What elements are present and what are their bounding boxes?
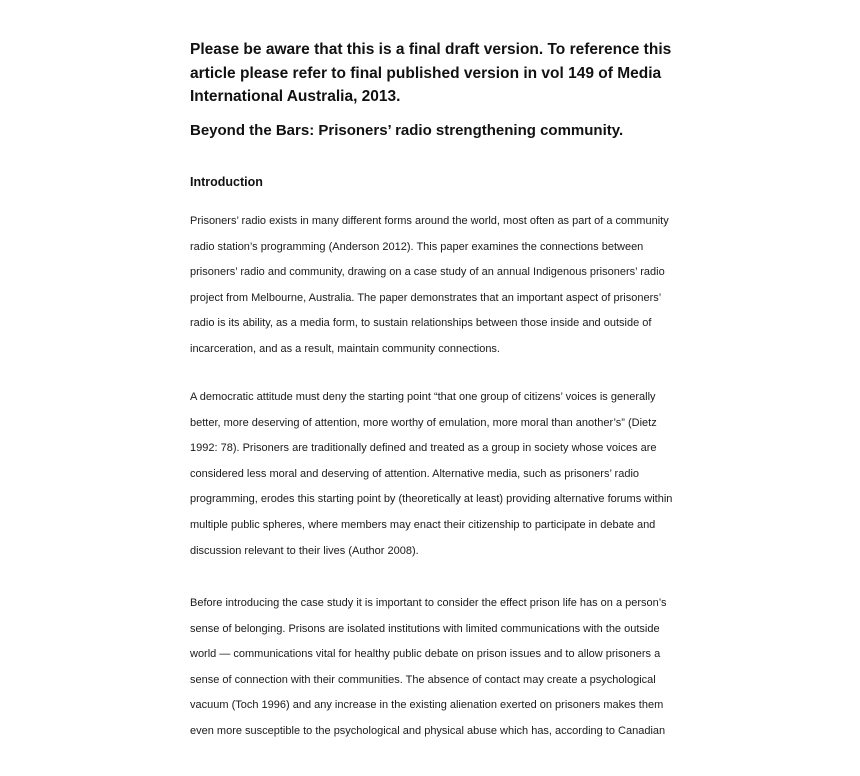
body-paragraph-3: Before introducing the case study it is important to consider the effect prison life has on a person’s sense of belonging. Prisons are isolated institutions with limited communications with the outside world — communications vital for healthy public debate on prison issues and to allow prisoners a sense of connection with their communities. The absence of contact may create a psychological vacuum (Toch 1996) and any increase in the existing alienation exerted on prisoners makes them even more susceptible to the psychological and physical abuse which has, according to Canadian <box>190 597 667 737</box>
article-title: Beyond the Bars: Prisoners’ radio strengthening community. <box>190 122 624 139</box>
body-paragraph-1: Prisoners’ radio exists in many different forms around the world, most often as part of a community radio station’s programming (Anderson 2012). This paper examines the connections between prisoners’ radio and community, drawing on a case study of an annual Indigenous prisoners’ radio project from Melbourne, Australia. The paper demonstrates that an important aspect of prisoners’ radio is its ability, as a media form, to sustain relationships between those inside and outside of incarceration, and as a result, maintain community connections. <box>190 215 669 355</box>
draft-version-notice: Please be aware that this is a final draft version. To reference this article please refer to final published version in vol 149 of Media International Australia, 2013. <box>190 41 672 105</box>
body-paragraph-2: A democratic attitude must deny the starting point “that one group of citizens’ voices is generally better, more deserving of attention, more worthy of emulation, more moral than another’s” (Dietz 1992: 78). Prisoners are traditionally defined and treated as a group in society whose voices are considered less moral and deserving of attention. Alternative media, such as prisoners’ radio programming, erodes this starting point by (theoretically at least) providing alternative forums within multiple public spheres, where members may enact their citizenship to participate in debate and discussion relevant to their lives (Author 2008). <box>190 391 673 557</box>
section-heading-introduction: Introduction <box>190 175 263 189</box>
